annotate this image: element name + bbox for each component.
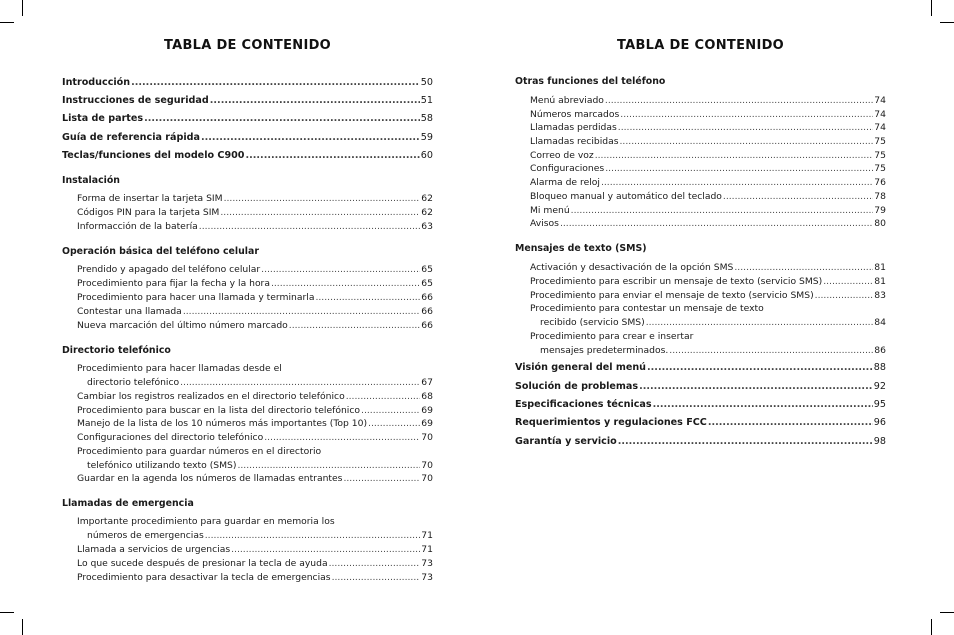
- toc-entry-page: 63: [421, 221, 433, 232]
- leader-dots: [332, 571, 421, 585]
- toc-entry-page: 81: [874, 276, 886, 287]
- toc-entry[interactable]: [87, 376, 433, 390]
- toc-entry-title: Alarma de reloj: [530, 177, 600, 188]
- leader-dots: [653, 398, 873, 412]
- leader-dots: [734, 261, 873, 275]
- toc-entry[interactable]: [530, 261, 886, 275]
- toc-entry-page: 98: [873, 436, 886, 447]
- toc-entry[interactable]: [530, 217, 886, 231]
- toc-entry-title: Contestar una llamada: [77, 306, 182, 317]
- toc-entry-page: 81: [874, 262, 886, 273]
- toc-entry-title: Activación y desactivación de la opción SMS: [530, 262, 734, 273]
- leader-dots: [201, 131, 420, 145]
- toc-entry[interactable]: [77, 472, 433, 486]
- toc-entry-title: Menú abreviado: [530, 95, 604, 106]
- toc-entry-title: Llamadas recibidas: [530, 136, 619, 147]
- leader-dots: [708, 416, 873, 430]
- leader-dots: [605, 162, 873, 176]
- toc-entry-title: Procedimiento para enviar el mensaje de texto (servicio SMS): [530, 290, 814, 301]
- crop-mark: [940, 612, 954, 613]
- section-title-other-functions: Otras funciones del teléfono: [515, 76, 666, 87]
- toc-entry[interactable]: [77, 431, 433, 445]
- leader-dots: [237, 459, 420, 473]
- toc-entry-text: Procedimiento para crear e insertar: [530, 331, 694, 342]
- leader-dots: [618, 435, 873, 449]
- leader-dots: [571, 204, 874, 218]
- toc-entry[interactable]: [530, 190, 886, 204]
- toc-entry-title: Guardar en la agenda los números de llamadas entrantes: [77, 473, 343, 484]
- toc-entry-page: 58: [420, 113, 433, 124]
- toc-entry-text: Procedimiento para guardar números en el directorio: [77, 446, 322, 457]
- toc-entry-title: Lo que sucede después de presionar la tecla de ayuda: [77, 558, 328, 569]
- toc-entry-title: Llamada a servicios de urgencias: [77, 544, 231, 555]
- toc-entry-title: Manejo de la lista de los 10 números más importantes (Top 10): [77, 418, 368, 429]
- toc-entry-page: 62: [421, 193, 433, 204]
- toc-entry[interactable]: [540, 316, 886, 330]
- toc-entry-page: 79: [874, 205, 886, 216]
- toc-entry-title: Correo de voz: [530, 150, 594, 161]
- toc-entry-page: 51: [420, 95, 433, 106]
- toc-entry-page: 68: [421, 391, 433, 402]
- leader-dots: [271, 277, 420, 291]
- leader-dots: [595, 149, 874, 163]
- toc-entry-title: Guía de referencia rápida: [62, 132, 200, 143]
- toc-entry-title: telefónico utilizando texto (SMS): [87, 460, 237, 471]
- toc-entry-title: Nueva marcación del último número marcado: [77, 320, 288, 331]
- toc-entry-title: Lista de partes: [62, 113, 144, 124]
- toc-entry-page: 75: [874, 150, 886, 161]
- leader-dots: [199, 220, 421, 234]
- toc-entry[interactable]: [530, 162, 886, 176]
- toc-entry-warranty[interactable]: [515, 435, 886, 449]
- toc-entry[interactable]: [530, 204, 886, 218]
- toc-entry-parts[interactable]: [62, 112, 433, 126]
- toc-entry-page: 71: [421, 544, 433, 555]
- toc-entry-page: 65: [421, 278, 433, 289]
- toc-entry-page: 69: [421, 418, 433, 429]
- toc-entry-page: 76: [874, 177, 886, 188]
- leader-dots: [289, 319, 421, 333]
- toc-entry-page: 75: [874, 163, 886, 174]
- toc-entry-title: Procedimiento para fijar la fecha y la hora: [77, 278, 270, 289]
- leader-dots: [605, 94, 873, 108]
- toc-entry-page: 74: [874, 122, 886, 133]
- toc-entry-page: 66: [421, 306, 433, 317]
- toc-entry[interactable]: [87, 529, 433, 543]
- toc-entry[interactable]: [77, 263, 433, 277]
- toc-entry[interactable]: [77, 305, 433, 319]
- leader-dots: [264, 431, 420, 445]
- toc-entry-page: 59: [420, 132, 433, 143]
- crop-mark: [22, 0, 23, 16]
- toc-entry-title: Requerimientos y regulaciones FCC: [515, 417, 707, 428]
- toc-entry-page: 92: [873, 381, 886, 392]
- toc-entry-title: Avisos: [530, 218, 559, 229]
- toc-entry[interactable]: [77, 390, 433, 404]
- toc-entry-title: Prendido y apagado del teléfono celular: [77, 264, 261, 275]
- toc-entry[interactable]: [77, 291, 433, 305]
- toc-entry-page: 73: [421, 572, 433, 583]
- toc-entry[interactable]: [77, 404, 433, 418]
- toc-entry[interactable]: [87, 459, 433, 473]
- toc-entry-fcc[interactable]: [515, 416, 886, 430]
- toc-entry-page: 96: [873, 417, 886, 428]
- toc-entry-title: Garantía y servicio: [515, 436, 617, 447]
- toc-entry-title: Códigos PIN para la tarjeta SIM: [77, 207, 220, 218]
- toc-entry-page: 74: [874, 109, 886, 120]
- leader-dots: [620, 135, 874, 149]
- leader-dots: [210, 94, 420, 108]
- leader-dots: [620, 108, 873, 122]
- toc-entry-page: 67: [421, 377, 433, 388]
- leader-dots: [220, 206, 420, 220]
- leader-dots: [601, 176, 873, 190]
- toc-entry-title: números de emergencias: [87, 530, 204, 541]
- leader-dots: [723, 190, 873, 204]
- toc-entry-title: Instrucciones de seguridad: [62, 95, 209, 106]
- toc-entry-page: 95: [873, 399, 886, 410]
- crop-mark: [0, 612, 14, 613]
- toc-entry-menu-overview[interactable]: [515, 361, 886, 375]
- toc-entry-text: Procedimiento para contestar un mensaje de texto: [530, 303, 764, 314]
- crop-mark: [940, 22, 954, 23]
- toc-entry[interactable]: [77, 557, 433, 571]
- toc-entry-title: Informacción de la batería: [77, 221, 198, 232]
- toc-entry[interactable]: [530, 176, 886, 190]
- toc-entry[interactable]: [77, 543, 433, 557]
- toc-entry[interactable]: [77, 277, 433, 291]
- leader-dots: [646, 316, 874, 330]
- toc-entry-title: Configuraciones del directorio telefónico: [77, 432, 264, 443]
- toc-entry-page: 73: [421, 558, 433, 569]
- toc-entry-title: Procedimiento para buscar en la lista del directorio telefónico: [77, 405, 361, 416]
- toc-entry[interactable]: [530, 94, 886, 108]
- toc-entry-page: 78: [874, 191, 886, 202]
- leader-dots: [180, 376, 420, 390]
- toc-entry-page: 62: [421, 207, 433, 218]
- toc-entry[interactable]: [77, 206, 433, 220]
- toc-entry-page: 60: [420, 150, 433, 161]
- toc-entry[interactable]: [77, 417, 433, 431]
- leader-dots: [245, 149, 419, 163]
- toc-entry-page: 69: [421, 405, 433, 416]
- section-title-installation: Instalación: [62, 175, 120, 186]
- toc-entry-title: Procedimiento para hacer una llamada y terminarla: [77, 292, 315, 303]
- leader-dots: [315, 291, 420, 305]
- crop-mark: [22, 619, 23, 635]
- toc-entry-title: Forma de insertar la tarjeta SIM: [77, 193, 223, 204]
- toc-entry-page: 70: [421, 473, 433, 484]
- toc-entry[interactable]: [530, 149, 886, 163]
- leader-dots: [343, 472, 420, 486]
- toc-entry-title: Introducción: [62, 77, 131, 88]
- toc-entry-title: Procedimiento para escribir un mensaje de texto (servicio SMS): [530, 276, 823, 287]
- toc-entry[interactable]: [530, 108, 886, 122]
- toc-entry-page: 88: [873, 362, 886, 373]
- toc-entry-title: Visión general del menú: [515, 362, 647, 373]
- toc-entry-page: 83: [874, 290, 886, 301]
- toc-entry-title: Números marcados: [530, 109, 620, 120]
- toc-entry-introduction[interactable]: [62, 76, 433, 90]
- section-title-sms: Mensajes de texto (SMS): [515, 243, 647, 254]
- toc-entry-page: 50: [420, 77, 433, 88]
- toc-entry-title: Solución de problemas: [515, 381, 639, 392]
- toc-entry-page: 71: [421, 530, 433, 541]
- toc-entry-title: Bloqueo manual y automático del teclado: [530, 191, 722, 202]
- toc-entry-page: 80: [874, 218, 886, 229]
- leader-dots: [329, 557, 421, 571]
- toc-heading: TABLA DE CONTENIDO: [616, 38, 785, 53]
- toc-entry-title: Cambiar los registros realizados en el directorio telefónico: [77, 391, 345, 402]
- leader-dots: [647, 361, 873, 375]
- leader-dots: [131, 76, 420, 90]
- toc-entry-title: Mi menú: [530, 205, 570, 216]
- section-title-basic-operation: Operación básica del teléfono celular: [62, 246, 259, 257]
- toc-entry-title: Procedimiento para desactivar la tecla de emergencias: [77, 572, 331, 583]
- toc-entry[interactable]: [530, 289, 886, 303]
- toc-entry-troubleshooting[interactable]: [515, 380, 886, 394]
- toc-entry[interactable]: [77, 571, 433, 585]
- toc-entry-title: Teclas/funciones del modelo C900: [62, 150, 245, 161]
- leader-dots: [669, 344, 873, 358]
- toc-entry[interactable]: [540, 344, 886, 358]
- section-title-directory: Directorio telefónico: [62, 345, 171, 356]
- leader-dots: [560, 217, 873, 231]
- leader-dots: [823, 275, 873, 289]
- toc-entry-text: Importante procedimiento para guardar en memoria los: [77, 516, 335, 527]
- toc-entry-specifications[interactable]: [515, 398, 886, 412]
- leader-dots: [144, 112, 420, 126]
- leader-dots: [231, 543, 420, 557]
- leader-dots: [361, 404, 420, 418]
- toc-entry[interactable]: [77, 319, 433, 333]
- toc-entry-page: 65: [421, 264, 433, 275]
- toc-heading: TABLA DE CONTENIDO: [163, 38, 332, 53]
- toc-entry[interactable]: [530, 121, 886, 135]
- toc-entry-title: mensajes predeterminados.: [540, 345, 669, 356]
- leader-dots: [205, 529, 421, 543]
- crop-mark: [0, 22, 14, 23]
- toc-entry-title: Llamadas perdidas: [530, 122, 617, 133]
- toc-entry-quick-guide[interactable]: [62, 131, 433, 145]
- toc-entry-page: 84: [874, 317, 886, 328]
- section-title-emergency: Llamadas de emergencia: [62, 498, 194, 509]
- crop-mark: [931, 0, 932, 16]
- toc-entry-title: Configuraciones: [530, 163, 605, 174]
- leader-dots: [618, 121, 874, 135]
- toc-entry-title: directorio telefónico: [87, 377, 180, 388]
- toc-entry[interactable]: [530, 135, 886, 149]
- toc-entry-keys[interactable]: [62, 149, 433, 163]
- leader-dots: [346, 390, 421, 404]
- toc-entry-page: 86: [874, 345, 886, 356]
- toc-entry-page: 75: [874, 136, 886, 147]
- crop-mark: [931, 619, 932, 635]
- toc-entry-title: recibido (servicio SMS): [540, 317, 645, 328]
- toc-entry-text: Procedimiento para hacer llamadas desde el: [77, 363, 282, 374]
- leader-dots: [368, 417, 420, 431]
- toc-entry-page: 66: [421, 292, 433, 303]
- toc-entry-page: 70: [421, 460, 433, 471]
- toc-entry[interactable]: [77, 220, 433, 234]
- leader-dots: [224, 192, 421, 206]
- toc-entry-page: 74: [874, 95, 886, 106]
- toc-entry[interactable]: [77, 192, 433, 206]
- toc-entry-safety[interactable]: [62, 94, 433, 108]
- toc-entry[interactable]: [530, 275, 886, 289]
- toc-entry-page: 66: [421, 320, 433, 331]
- leader-dots: [639, 380, 873, 394]
- toc-entry-title: Especificaciones técnicas: [515, 399, 652, 410]
- leader-dots: [261, 263, 420, 277]
- toc-entry-page: 70: [421, 432, 433, 443]
- leader-dots: [815, 289, 874, 303]
- leader-dots: [183, 305, 420, 319]
